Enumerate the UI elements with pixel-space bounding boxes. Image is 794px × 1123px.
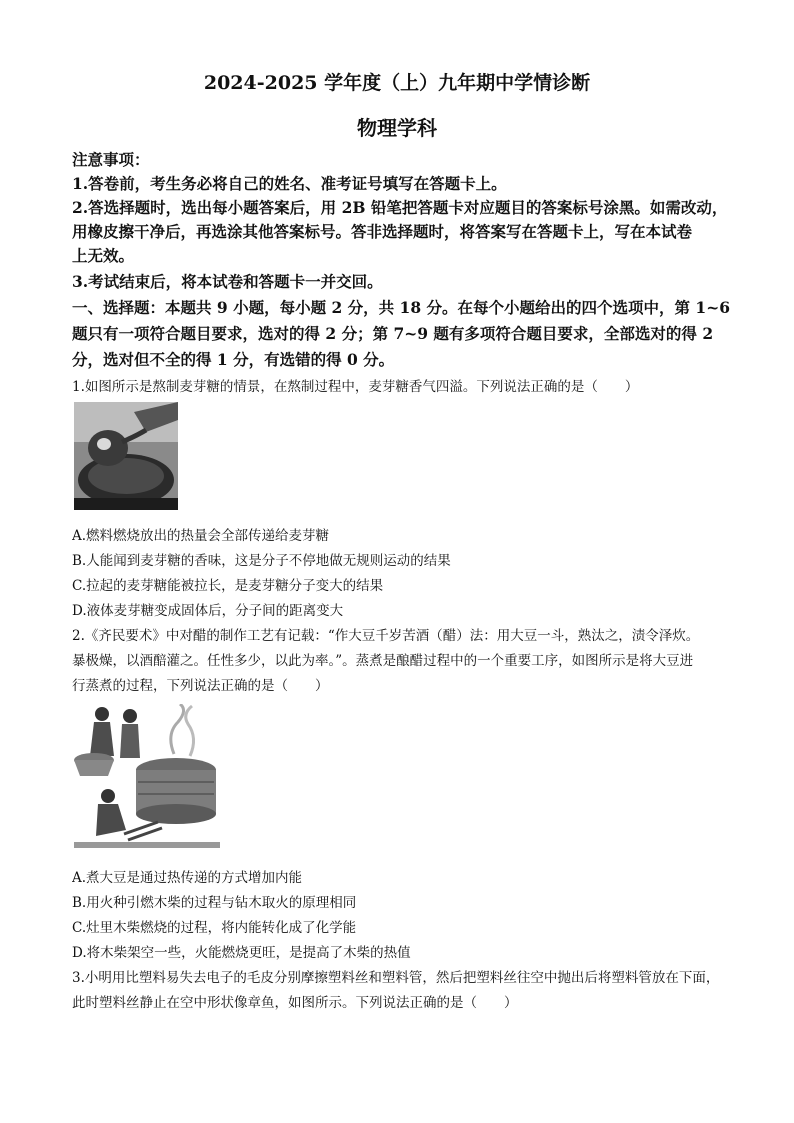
notice-line: 上无效。 — [72, 246, 135, 265]
section-instruction: 题只有一项符合题目要求，选对的得 2 分；第 7~9 题有多项符合题目要求，全部选对的得 2 — [72, 324, 714, 343]
notice-line: 3.考试结束后，将本试卷和答题卡一并交回。 — [72, 272, 383, 291]
notice-line: 1.答卷前，考生务必将自己的姓名、准考证号填写在答题卡上。 — [72, 174, 507, 193]
question-stem: 2.《齐民要术》中对醋的制作工艺有记载：“作大豆千岁苦酒（醋）法：用大豆一斗，熟汰之，渍令泽炊。 — [72, 628, 700, 644]
option-a: A.煮大豆是通过热传递的方式增加内能 — [72, 870, 303, 886]
section-instruction: 一、选择题：本题共 9 小题，每小题 2 分，共 18 分。在每个小题给出的四个选项中，第 1~6 — [72, 298, 730, 317]
exam-title: 2024-2025 学年度（上）九年期中学情诊断 — [203, 72, 591, 94]
option-b: B.用火种引燃木柴的过程与钻木取火的原理相同 — [72, 895, 357, 911]
question-stem: 暴极燥，以酒醅灌之。任性多少，以此为率。”。蒸煮是酿醋过程中的一个重要工序，如图所示是将大豆进 — [72, 653, 694, 669]
option-d: D.将木柴架空一些，火能燃烧更旺，是提高了木柴的热值 — [72, 945, 411, 961]
steaming-soybeans-illustration — [74, 704, 220, 854]
maltose-photo — [74, 402, 178, 510]
option-d: D.液体麦芽糖变成固体后，分子间的距离变大 — [72, 603, 344, 619]
subject-title: 物理学科 — [357, 116, 437, 140]
option-b: B.人能闻到麦芽糖的香味，这是分子不停地做无规则运动的结果 — [72, 553, 451, 569]
question-stem: 此时塑料丝静止在空中形状像章鱼，如图所示。下列说法正确的是（ ） — [72, 995, 518, 1011]
section-instruction: 分，选对但不全的得 1 分，有选错的得 0 分。 — [72, 350, 395, 369]
question-stem: 1.如图所示是熬制麦芽糖的情景，在熬制过程中，麦芽糖香气四溢。下列说法正确的是（ ） — [72, 379, 639, 395]
notice-line: 2.答选择题时，选出每小题答案后，用 2B 铅笔把答题卡对应题目的答案标号涂黑。如需改动， — [72, 198, 728, 217]
notice-line: 用橡皮擦干净后，再选涂其他答案标号。答非选择题时，将答案写在答题卡上，写在本试卷 — [72, 222, 693, 241]
option-a: A.燃料燃烧放出的热量会全部传递给麦芽糖 — [72, 528, 330, 544]
notice-heading: 注意事项： — [72, 150, 150, 169]
question-stem: 3.小明用比塑料易失去电子的毛皮分别摩擦塑料丝和塑料管，然后把塑料丝往空中抛出后将塑料管放在下面， — [72, 970, 720, 986]
option-c: C.灶里木柴燃烧的过程，将内能转化成了化学能 — [72, 920, 357, 936]
question-stem: 行蒸煮的过程，下列说法正确的是（ ） — [72, 678, 329, 694]
option-c: C.拉起的麦芽糖能被拉长，是麦芽糖分子变大的结果 — [72, 578, 384, 594]
